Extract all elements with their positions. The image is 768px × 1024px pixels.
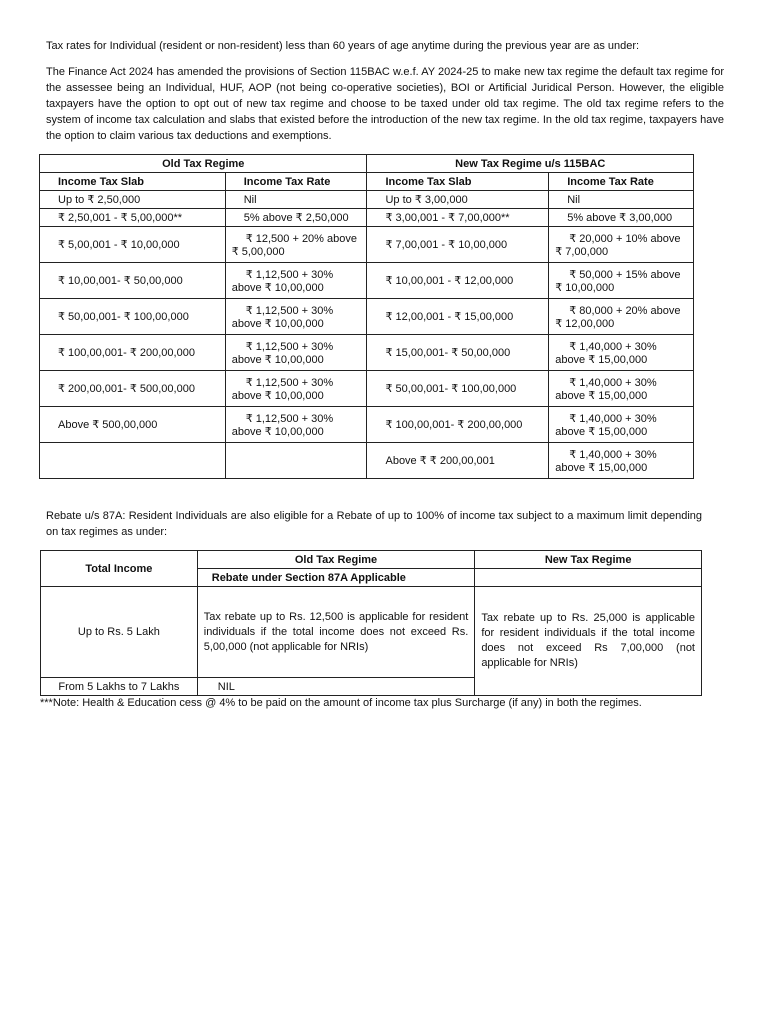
- new-rate-cell: 5% above ₹ 3,00,000: [549, 209, 694, 227]
- old-rate-cell: Nil: [225, 191, 367, 209]
- new-rate-cell: [549, 263, 694, 299]
- old-slab-cell: Up to ₹ 2,50,000: [40, 191, 226, 209]
- old-rebate-cell: NIL: [197, 678, 475, 696]
- table-row: [40, 299, 694, 335]
- rate-line: above ₹ 10,00,000: [231, 425, 324, 438]
- rebate-subheader: Rebate under Section 87A Applicable: [197, 569, 475, 587]
- new-slab-cell: Above ₹ ₹ 200,00,001: [367, 443, 549, 479]
- new-rebate-cell: Tax rebate up to Rs. 25,000 is applicable for resident individuals if the total income does not exceed Rs 7,00,000 (not applicable for NRIs): [475, 587, 702, 696]
- new-rate-cell: [549, 227, 694, 263]
- old-slab-cell: ₹ 5,00,001 - ₹ 10,00,000: [40, 227, 226, 263]
- new-regime-header: New Tax Regime u/s 115BAC: [367, 155, 694, 173]
- table-row: [40, 407, 694, 443]
- col-new-rate: Income Tax Rate: [549, 173, 694, 191]
- new-slab-cell: ₹ 15,00,001- ₹ 50,00,000: [367, 335, 549, 371]
- table-row: [40, 335, 694, 371]
- new-slab-cell: ₹ 100,00,001- ₹ 200,00,000: [367, 407, 549, 443]
- income-cell: Up to Rs. 5 Lakh: [41, 587, 198, 678]
- rebate-table: [40, 550, 702, 696]
- table-row: [40, 263, 694, 299]
- new-slab-cell: Up to ₹ 3,00,000: [367, 191, 549, 209]
- rate-line: ₹ 1,40,000 + 30%: [569, 376, 657, 389]
- old-slab-cell: ₹ 200,00,001- ₹ 500,00,000: [40, 371, 226, 407]
- rate-line: ₹ 1,12,500 + 30%: [245, 268, 334, 281]
- old-slab-cell: ₹ 50,00,001- ₹ 100,00,000: [40, 299, 226, 335]
- new-rate-cell: [549, 335, 694, 371]
- new-rate-cell: [549, 443, 694, 479]
- new-rate-cell: Nil: [549, 191, 694, 209]
- rate-line: ₹ 50,000 + 15% above: [569, 268, 681, 281]
- total-income-header: Total Income: [41, 551, 198, 587]
- rebate-old-header: Old Tax Regime: [197, 551, 475, 569]
- old-rate-cell: [225, 407, 367, 443]
- old-slab-cell: Above ₹ 500,00,000: [40, 407, 226, 443]
- new-slab-cell: ₹ 12,00,001 - ₹ 15,00,000: [367, 299, 549, 335]
- old-rate-cell: 5% above ₹ 2,50,000: [225, 209, 367, 227]
- tax-slab-table: [39, 154, 694, 479]
- old-rate-cell: [225, 371, 367, 407]
- table-row: [40, 371, 694, 407]
- rate-line: ₹ 7,00,000: [555, 245, 609, 258]
- table-row: [41, 587, 702, 678]
- new-slab-cell: ₹ 7,00,001 - ₹ 10,00,000: [367, 227, 549, 263]
- rate-line: ₹ 1,12,500 + 30%: [245, 376, 334, 389]
- old-rate-cell: [225, 299, 367, 335]
- rate-line: ₹ 1,12,500 + 30%: [245, 340, 334, 353]
- rate-line: ₹ 20,000 + 10% above: [569, 232, 681, 245]
- old-rate-cell: [225, 227, 367, 263]
- rate-line: ₹ 1,40,000 + 30%: [569, 448, 657, 461]
- rate-line: ₹ 12,500 + 20% above: [245, 232, 357, 245]
- intro-line: Tax rates for Individual (resident or non-resident) less than 60 years of age anytime during the previous year are as under:: [46, 40, 640, 52]
- rate-line: above ₹ 15,00,000: [555, 353, 648, 366]
- new-slab-cell: ₹ 3,00,001 - ₹ 7,00,000**: [367, 209, 549, 227]
- rebate-intro: Rebate u/s 87A: Resident Individuals are also eligible for a Rebate of up to 100% of income tax subject to a maximum limit depending on tax regimes as under:: [46, 510, 702, 538]
- income-cell: From 5 Lakhs to 7 Lakhs: [41, 678, 198, 696]
- rate-line: ₹ 1,40,000 + 30%: [569, 340, 657, 353]
- table-row: [40, 209, 694, 227]
- rate-line: ₹ 12,00,000: [555, 317, 615, 330]
- old-slab-cell: ₹ 2,50,001 - ₹ 5,00,000**: [40, 209, 226, 227]
- rate-line: above ₹ 10,00,000: [231, 353, 324, 366]
- new-rate-cell: [549, 407, 694, 443]
- intro-paragraph: The Finance Act 2024 has amended the provisions of Section 115BAC w.e.f. AY 2024-25 to make new tax regime the default tax regime for the assessee being an Individual, HUF, AOP (not being co-operative societies), BOI or Artificial Juridical Person. However, the eligible taxpayers have the option to opt out of new tax regime and choose to be taxed under old tax regime. The old tax regime refers to the system of income tax calculation and slabs that existed before the introduction of the new tax regime. In the old tax regime, taxpayers have the option to claim various tax deductions and exemptions.: [46, 66, 724, 142]
- empty-cell: [475, 569, 702, 587]
- old-regime-header: Old Tax Regime: [40, 155, 367, 173]
- col-new-slab: Income Tax Slab: [367, 173, 549, 191]
- rate-line: ₹ 5,00,000: [231, 245, 285, 258]
- rate-line: above ₹ 15,00,000: [555, 389, 648, 402]
- rate-line: ₹ 1,40,000 + 30%: [569, 412, 657, 425]
- col-old-slab: Income Tax Slab: [40, 173, 226, 191]
- old-slab-cell: ₹ 100,00,001- ₹ 200,00,000: [40, 335, 226, 371]
- cess-note: ***Note: Health & Education cess @ 4% to be paid on the amount of income tax plus Surcharge (if any) in both the regimes.: [40, 697, 642, 709]
- rate-line: above ₹ 10,00,000: [231, 389, 324, 402]
- rate-line: above ₹ 10,00,000: [231, 317, 324, 330]
- table-row: [40, 227, 694, 263]
- old-rate-cell: [225, 443, 367, 479]
- rate-line: ₹ 80,000 + 20% above: [569, 304, 681, 317]
- rate-line: above ₹ 15,00,000: [555, 425, 648, 438]
- new-rate-cell: [549, 299, 694, 335]
- new-rate-cell: [549, 371, 694, 407]
- table-row: [40, 191, 694, 209]
- new-slab-cell: ₹ 10,00,001 - ₹ 12,00,000: [367, 263, 549, 299]
- rate-line: ₹ 1,12,500 + 30%: [245, 304, 334, 317]
- table-row: [40, 443, 694, 479]
- old-slab-cell: [40, 443, 226, 479]
- rate-line: above ₹ 10,00,000: [231, 281, 324, 294]
- old-rate-cell: [225, 335, 367, 371]
- rate-line: above ₹ 15,00,000: [555, 461, 648, 474]
- rate-line: ₹ 10,00,000: [555, 281, 615, 294]
- new-slab-cell: ₹ 50,00,001- ₹ 100,00,000: [367, 371, 549, 407]
- old-slab-cell: ₹ 10,00,001- ₹ 50,00,000: [40, 263, 226, 299]
- old-rate-cell: [225, 263, 367, 299]
- rebate-new-header: New Tax Regime: [475, 551, 702, 569]
- col-old-rate: Income Tax Rate: [225, 173, 367, 191]
- intro-text: [46, 38, 724, 155]
- old-rebate-cell: Tax rebate up to Rs. 12,500 is applicable for resident individuals if the total income does not exceed Rs. 5,00,000 (not applicable for NRIs): [197, 587, 475, 678]
- rate-line: ₹ 1,12,500 + 30%: [245, 412, 334, 425]
